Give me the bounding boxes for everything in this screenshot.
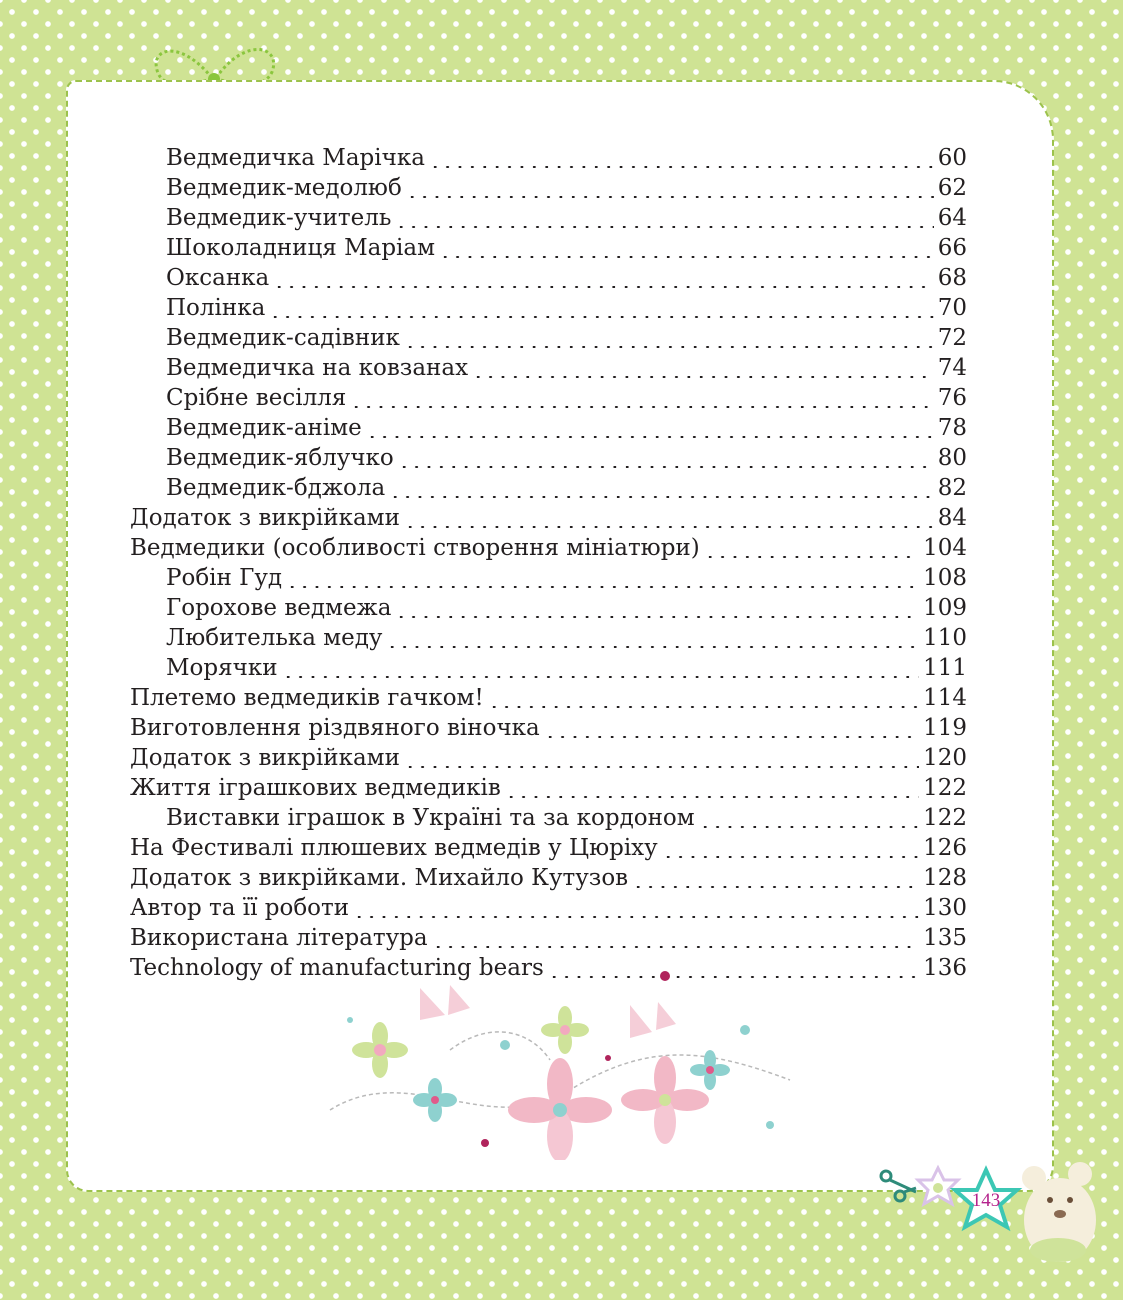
page-number: 143 xyxy=(971,1190,1001,1211)
toc-leader-dots xyxy=(439,256,934,258)
toc-leader-dots xyxy=(632,886,919,888)
toc-entry[interactable] xyxy=(130,265,967,295)
toc-leader-dots xyxy=(389,496,934,498)
toc-entry-title: Використана література xyxy=(130,925,428,951)
toc-entry-page: 109 xyxy=(923,595,967,621)
toc-entry-page: 60 xyxy=(937,145,967,171)
toc-leader-dots xyxy=(406,196,934,198)
toc-leader-dots xyxy=(269,316,933,318)
toc-leader-dots xyxy=(395,616,919,618)
toc-leader-dots xyxy=(699,826,919,828)
toc-entry-title: Полінка xyxy=(166,295,266,321)
toc-entry-title: Автор та її роботи xyxy=(130,895,350,921)
toc-entry-page: 72 xyxy=(937,325,967,351)
toc-entry-title: Ведмедик-садівник xyxy=(166,325,400,351)
flowers-decoration-icon xyxy=(290,960,810,1160)
toc-leader-dots xyxy=(286,586,919,588)
toc-entry[interactable] xyxy=(130,835,967,865)
toc-entry[interactable] xyxy=(130,235,967,265)
toc-entry-title: Ведмедик-аніме xyxy=(166,415,362,441)
toc-entry[interactable] xyxy=(130,865,967,895)
toc-entry[interactable] xyxy=(130,565,967,595)
toc-entry[interactable] xyxy=(130,655,967,685)
toc-entry-page: 122 xyxy=(923,775,967,801)
toc-entry-page: 122 xyxy=(923,805,967,831)
toc-entry-title: Ведмедик-яблучко xyxy=(166,445,394,471)
toc-entry-page: 104 xyxy=(923,535,967,561)
toc-entry[interactable] xyxy=(130,505,967,535)
toc-leader-dots xyxy=(472,376,934,378)
table-of-contents xyxy=(130,145,967,985)
toc-entry-title: Виставки іграшок в Україні та за кордоном xyxy=(166,805,695,831)
toc-entry-title: Горохове ведмежа xyxy=(166,595,392,621)
toc-leader-dots xyxy=(662,856,919,858)
toc-leader-dots xyxy=(432,946,919,948)
toc-entry-page: 74 xyxy=(937,355,967,381)
toc-leader-dots xyxy=(505,796,919,798)
toc-entry-title: Додаток з викрійками. Михайло Кутузов xyxy=(130,865,629,891)
toc-entry-page: 110 xyxy=(923,625,967,651)
toc-entry-title: Срібне весілля xyxy=(166,385,347,411)
toc-leader-dots xyxy=(386,646,919,648)
toc-entry-title: Додаток з викрійками xyxy=(130,505,400,531)
toc-entry-page: 128 xyxy=(923,865,967,891)
toc-entry-title: Шоколадниця Маріам xyxy=(166,235,436,261)
toc-leader-dots xyxy=(704,556,919,558)
toc-entry-title: Ведмедик-бджола xyxy=(166,475,386,501)
toc-entry-title: На Фестивалі плюшевих ведмедів у Цюріху xyxy=(130,835,658,861)
toc-entry-title: Technology of manufacturing bears xyxy=(130,955,544,981)
toc-leader-dots xyxy=(488,706,919,708)
toc-leader-dots xyxy=(395,226,933,228)
toc-entry[interactable] xyxy=(130,355,967,385)
toc-entry-page: 76 xyxy=(937,385,967,411)
toc-entry[interactable] xyxy=(130,175,967,205)
toc-entry-page: 62 xyxy=(937,175,967,201)
toc-entry[interactable] xyxy=(130,805,967,835)
toc-leader-dots xyxy=(404,766,919,768)
toc-entry-title: Додаток з викрійками xyxy=(130,745,400,771)
toc-entry[interactable] xyxy=(130,385,967,415)
toc-entry[interactable] xyxy=(130,595,967,625)
toc-entry-title: Морячки xyxy=(166,655,278,681)
toc-entry-page: 135 xyxy=(923,925,967,951)
toc-entry[interactable] xyxy=(130,445,967,475)
toc-entry-title: Оксанка xyxy=(166,265,270,291)
toc-entry[interactable] xyxy=(130,475,967,505)
toc-entry[interactable] xyxy=(130,145,967,175)
toc-leader-dots xyxy=(404,346,934,348)
toc-leader-dots xyxy=(282,676,920,678)
toc-entry-page: 108 xyxy=(923,565,967,591)
toc-entry-title: Ведмедичка Марічка xyxy=(166,145,425,171)
toc-entry[interactable] xyxy=(130,325,967,355)
toc-entry-page: 130 xyxy=(923,895,967,921)
toc-entry[interactable] xyxy=(130,205,967,235)
toc-entry-title: Плетемо ведмедиків гачком! xyxy=(130,685,484,711)
toc-leader-dots xyxy=(398,466,934,468)
toc-entry-page: 78 xyxy=(937,415,967,441)
toc-leader-dots xyxy=(544,736,919,738)
toc-leader-dots xyxy=(366,436,934,438)
toc-entry-page: 136 xyxy=(923,955,967,981)
toc-entry-page: 114 xyxy=(923,685,967,711)
toc-leader-dots xyxy=(273,286,933,288)
toc-entry-title: Ведмедик-учитель xyxy=(166,205,392,231)
toc-entry[interactable] xyxy=(130,685,967,715)
toc-entry-page: 66 xyxy=(937,235,967,261)
toc-entry-title: Виготовлення різдвяного віночка xyxy=(130,715,540,741)
toc-entry[interactable] xyxy=(130,715,967,745)
toc-entry-page: 111 xyxy=(923,655,967,681)
toc-entry[interactable] xyxy=(130,745,967,775)
toc-leader-dots xyxy=(353,916,919,918)
toc-entry-page: 84 xyxy=(937,505,967,531)
toc-entry-title: Ведмедичка на ковзанах xyxy=(166,355,469,381)
toc-entry-title: Любителька меду xyxy=(166,625,383,651)
toc-entry-page: 120 xyxy=(923,745,967,771)
toc-leader-dots xyxy=(350,406,933,408)
toc-leader-dots xyxy=(429,166,934,168)
toc-entry-page: 80 xyxy=(937,445,967,471)
toc-entry[interactable] xyxy=(130,895,967,925)
toc-entry-page: 64 xyxy=(937,205,967,231)
toc-entry-page: 70 xyxy=(937,295,967,321)
toc-entry[interactable] xyxy=(130,775,967,805)
toc-entry-title: Ведмедики (особливості створення мініатюри) xyxy=(130,535,700,561)
toc-entry-title: Життя іграшкових ведмедиків xyxy=(130,775,501,801)
toc-entry-title: Робін Гуд xyxy=(166,565,283,591)
toc-entry-page: 119 xyxy=(923,715,967,741)
toc-entry-page: 68 xyxy=(937,265,967,291)
toc-entry[interactable] xyxy=(130,625,967,655)
toc-entry[interactable] xyxy=(130,535,967,565)
toc-entry-page: 82 xyxy=(937,475,967,501)
toc-entry-title: Ведмедик-медолюб xyxy=(166,175,402,201)
toc-entry[interactable] xyxy=(130,925,967,955)
toc-entry[interactable] xyxy=(130,415,967,445)
toc-entry-page: 126 xyxy=(923,835,967,861)
toc-leader-dots xyxy=(404,526,934,528)
toc-entry[interactable] xyxy=(130,295,967,325)
